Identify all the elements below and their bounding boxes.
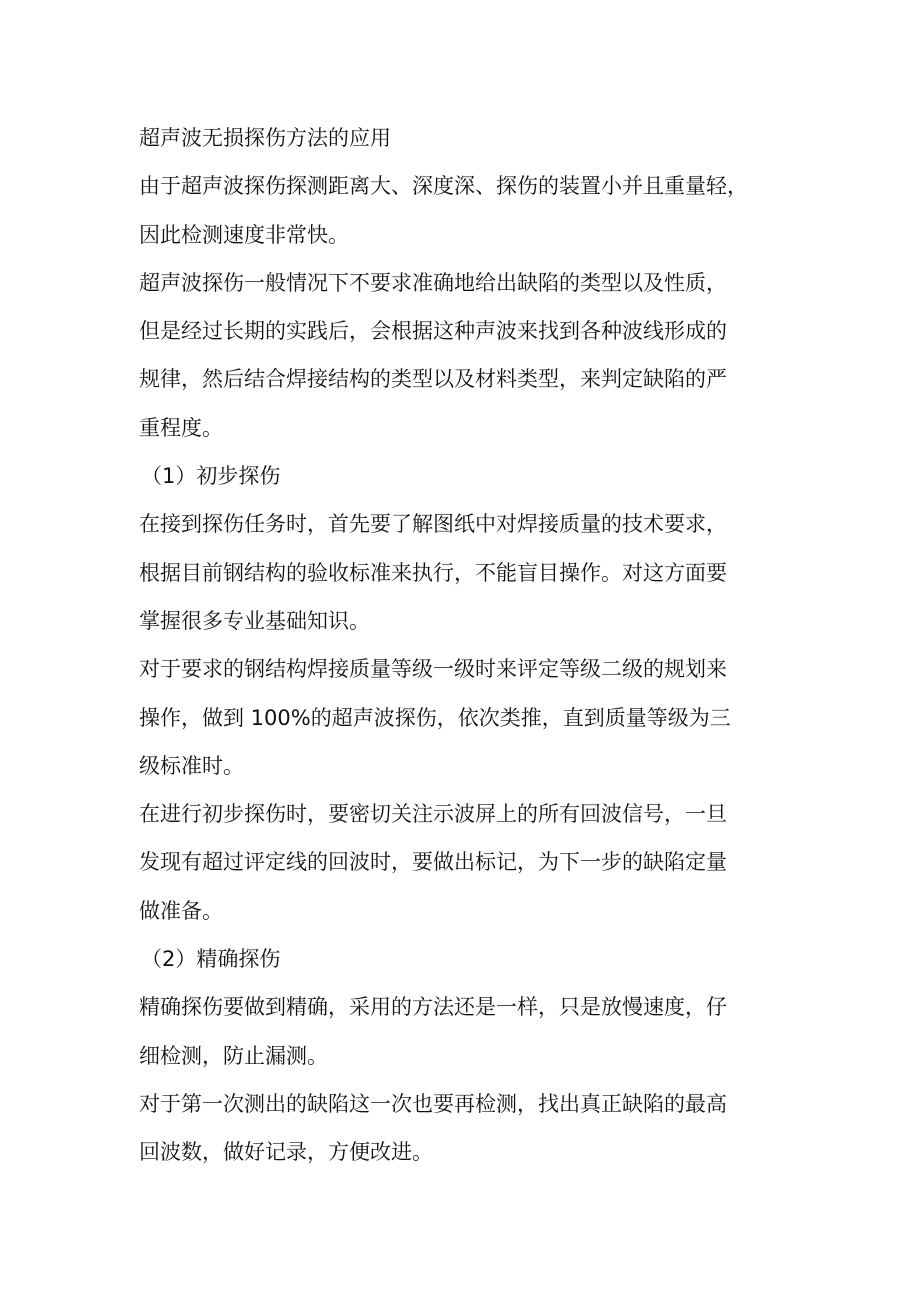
text-line: 在接到探伤任务时，首先要了解图纸中对焊接质量的技术要求， — [139, 512, 727, 537]
text-line: 在进行初步探伤时，要密切关注示波屏上的所有回波信号，一旦 — [139, 802, 727, 827]
section-heading: （1）初步探伤 — [141, 464, 281, 489]
text-line: 掌握很多专业基础知识。 — [139, 608, 370, 633]
text-line: 回波数，做好记录，方便改进。 — [139, 1140, 433, 1165]
document-title: 超声波无损探伤方法的应用 — [139, 126, 391, 150]
text-line: 超声波探伤一般情况下不要求准确地给出缺陷的类型以及性质， — [139, 270, 727, 295]
text-line: 对于要求的钢结构焊接质量等级一级时来评定等级二级的规划来 — [139, 657, 727, 682]
text-line: 发现有超过评定线的回波时，要做出标记，为下一步的缺陷定量 — [139, 850, 727, 875]
text-line: 规律，然后结合焊接结构的类型以及材料类型，来判定缺陷的严 — [139, 367, 727, 392]
text-line: 因此检测速度非常快。 — [139, 222, 349, 247]
text-line: 但是经过长期的实践后，会根据这种声波来找到各种波线形成的 — [139, 319, 727, 344]
text-line: 操作，做到 100%的超声波探伤，依次类推，直到质量等级为三 — [139, 705, 731, 730]
text-line: 根据目前钢结构的验收标准来执行，不能盲目操作。对这方面要 — [139, 560, 727, 585]
text-line: 对于第一次测出的缺陷这一次也要再检测，找出真正缺陷的最高 — [139, 1091, 727, 1116]
text-line: 细检测，防止漏测。 — [139, 1043, 328, 1068]
text-line: 重程度。 — [139, 415, 223, 440]
text-line: 由于超声波探伤探测距离大、深度深、探伤的装置小并且重量轻， — [139, 174, 748, 199]
section-heading: （2）精确探伤 — [141, 947, 281, 972]
document-body — [139, 114, 799, 1177]
text-line: 级标准时。 — [139, 753, 244, 778]
text-line: 精确探伤要做到精确，采用的方法还是一样，只是放慢速度，仔 — [139, 995, 727, 1020]
text-line: 做准备。 — [139, 898, 223, 923]
